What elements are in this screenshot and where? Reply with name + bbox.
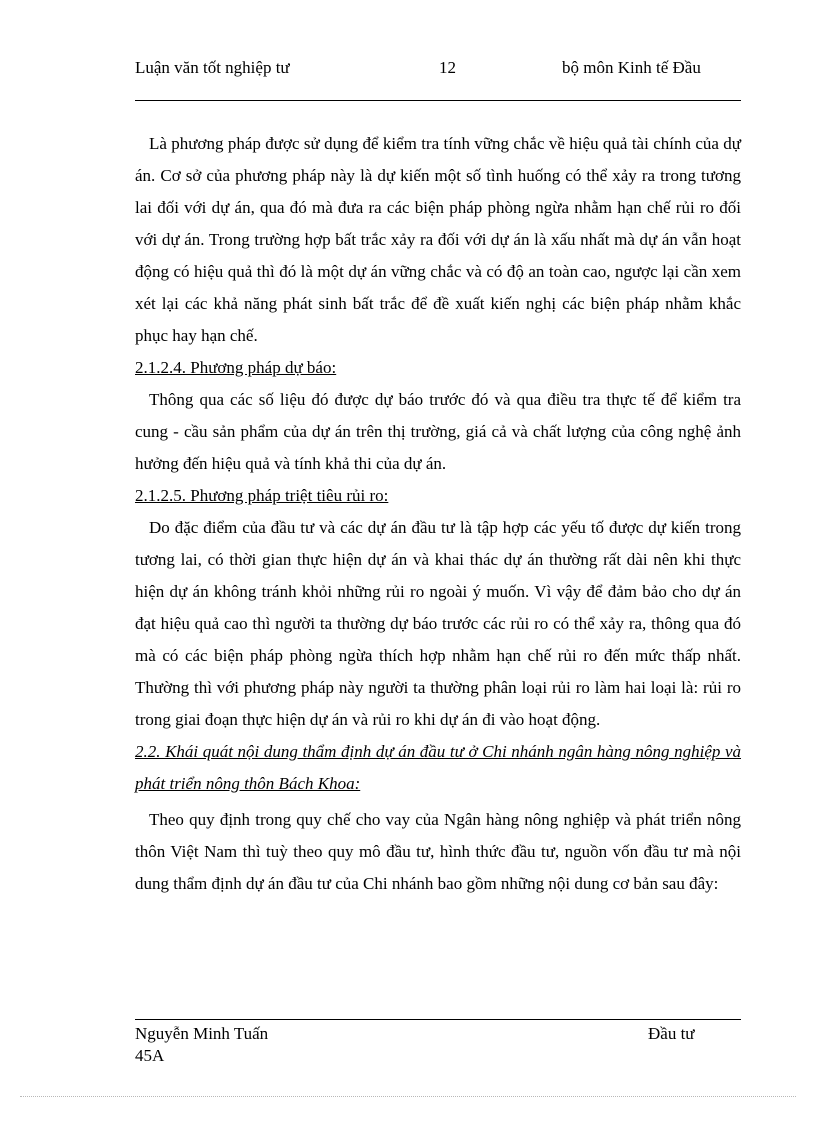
header-page-number: 12 <box>439 58 456 77</box>
heading-2-1-2-5: 2.1.2.5. Phương pháp triệt tiêu rủi ro: <box>135 486 389 505</box>
page-bottom-dotted-border <box>20 1096 796 1097</box>
heading-2-1-2-4: 2.1.2.4. Phương pháp dự báo: <box>135 358 337 377</box>
page-header <box>135 57 741 101</box>
header-rule <box>135 100 741 101</box>
footer-major: Đầu tư <box>648 1024 695 1043</box>
footer-class: 45A <box>135 1046 165 1065</box>
heading-2-2: 2.2. Khái quát nội dung thẩm định dự án đầu tư ở Chi nhánh ngân hàng nông nghiệp và phát triển nông thôn Bách Khoa: <box>135 742 741 793</box>
paragraph-sensitivity: Là phương pháp được sử dụng để kiểm tra tính vững chắc về hiệu quả tài chính của dự án. Cơ sở của phương pháp này là dự kiến một số tình huống có thể xảy ra trong tương lai đối với dự án, qua đó mà đưa ra các biện pháp phòng ngừa nhằm hạn chế rủi ro đối với dự án. Trong trường hợp bất trắc xảy ra đối với dự án là xấu nhất mà dự án vẫn hoạt động có hiệu quả thì đó là một dự án vững chắc và có độ an toàn cao, ngược lại cần xem xét lại các khả năng phát sinh bất trắc để đề xuất kiến nghị các biện pháp nhằm khắc phục hay hạn chế. <box>135 134 741 345</box>
paragraph-risk-elimination: Do đặc điểm của đầu tư và các dự án đầu tư là tập hợp các yếu tố được dự kiến trong tương lai, có thời gian thực hiện dự án và khai thác dự án thường rất dài nên khi thực hiện dự án không tránh khỏi những rủi ro ngoài ý muốn. Vì vậy để đảm bảo cho dự án đạt hiệu quả cao thì người ta thường dự báo trước các rủi ro có thể xảy ra, thông qua đó mà có các biện pháp phòng ngừa thích hợp nhằm hạn chế rủi ro đến mức thấp nhất. Thường thì với phương pháp này người ta thường phân loại rủi ro làm hai loại là: rủi ro trong giai đoạn thực hiện dự án và rủi ro khi dự án đi vào hoạt động. <box>135 518 741 729</box>
footer-author: Nguyễn Minh Tuấn <box>135 1024 269 1043</box>
header-thesis-title: Luận văn tốt nghiệp tư <box>135 58 290 77</box>
paragraph-forecast: Thông qua các số liệu đó được dự báo trước đó và qua điều tra thực tế để kiểm tra cung - cầu sản phẩm của dự án trên thị trường, giá cả và chất lượng của công nghệ ảnh hưởng đến hiệu quả và tính khả thi của dự án. <box>135 390 741 473</box>
header-department: bộ môn Kinh tế Đầu <box>562 58 701 77</box>
paragraph-appraisal-content: Theo quy định trong quy chế cho vay của Ngân hàng nông nghiệp và phát triển nông thôn Việt Nam thì tuỳ theo quy mô đầu tư, hình thức đầu tư, nguồn vốn đầu tư mà nội dung thẩm định dự án đầu tư của Chi nhánh bao gồm những nội dung cơ bản sau đây: <box>135 810 741 893</box>
footer-rule <box>135 1019 741 1020</box>
page-body <box>135 128 741 900</box>
